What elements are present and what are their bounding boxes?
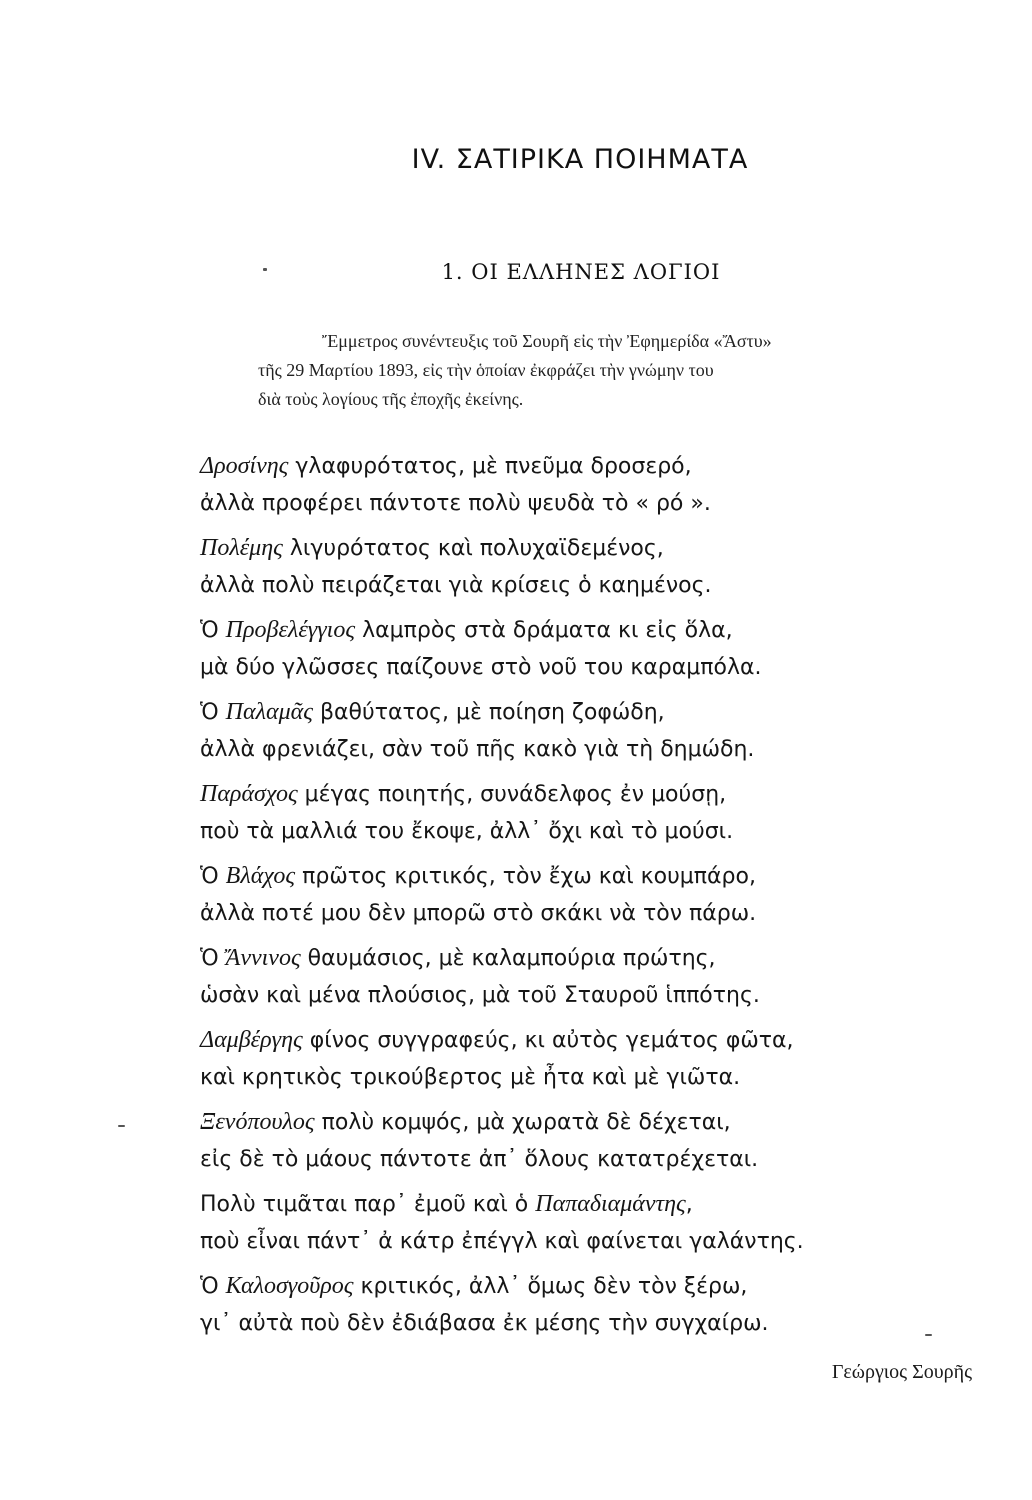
poet-name: Βλάχος	[225, 863, 296, 889]
verse-text: ,	[685, 1192, 693, 1217]
verse-line: ὡσὰν καὶ μένα πλούσιος, μὰ τοῦ Σταυροῦ ἱππότης.	[200, 983, 760, 1008]
verse-line	[200, 857, 980, 895]
verse-line	[200, 693, 980, 731]
stanza-6	[200, 857, 980, 933]
verse-line: καὶ κρητικὸς τρικούβερτος μὲ ἦτα καὶ μὲ γιῶτα.	[200, 1065, 741, 1090]
verse-line	[200, 611, 980, 649]
verse-text: θαυμάσιος, μὲ καλαμπούρια πρώτης,	[300, 946, 716, 971]
verse-line: ποὺ εἶναι πάντ᾽ ἀ κάτρ ἐπέγγλ καὶ φαίνεται γαλάντης.	[200, 1229, 804, 1254]
verse-line	[200, 1267, 980, 1305]
verse-line: ἀλλὰ ποτέ μου δὲν μπορῶ στὸ σκάκι νὰ τὸν πάρω.	[200, 901, 757, 926]
stanza-10	[200, 1185, 980, 1261]
stanza-4	[200, 693, 980, 769]
poet-name: Παπαδιαμάντης	[535, 1191, 686, 1217]
verse-line: εἰς δὲ τὸ μάους πάντοτε ἀπ᾽ ὅλους κατατρέχεται.	[200, 1147, 759, 1172]
verse-line	[200, 447, 980, 485]
verse-line: ἀλλὰ πολὺ πειράζεται γιὰ κρίσεις ὁ καημένος.	[200, 573, 712, 598]
verse-line: μὰ δύο γλῶσσες παίζουνε στὸ νοῦ του καραμπόλα.	[200, 655, 762, 680]
stanza-11	[200, 1267, 980, 1343]
verse-prefix: Ὁ	[200, 1274, 226, 1299]
verse-prefix: Ὁ	[200, 700, 226, 725]
stanza-2	[200, 529, 980, 605]
verse-text: γλαφυρότατος, μὲ πνεῦμα δροσερό,	[288, 454, 692, 479]
poet-name: Ξενόπουλος	[200, 1109, 315, 1135]
intro-line-2: τῆς 29 Μαρτίου 1893, εἰς τὴν ὁποίαν ἐκφράζει τὴν γνώμην του	[258, 360, 714, 380]
poet-name: Πολέμης	[200, 535, 283, 561]
poet-name: Παλαμᾶς	[225, 699, 313, 725]
poem-body	[200, 447, 980, 1343]
stanza-7	[200, 939, 980, 1015]
verse-line	[200, 529, 980, 567]
poet-name: Καλοσγοῦρος	[225, 1273, 354, 1299]
verse-line	[200, 939, 980, 977]
verse-prefix: Ὁ	[200, 618, 226, 643]
stanza-8	[200, 1021, 980, 1097]
verse-line	[200, 1185, 980, 1223]
verse-text: κριτικός, ἀλλ᾽ ὅμως δὲν τὸν ξέρω,	[353, 1274, 748, 1299]
verse-text: λιγυρότατος καὶ πολυχαϊδεμένος,	[282, 536, 664, 561]
verse-line	[200, 1021, 980, 1059]
verse-text: φίνος συγγραφεύς, κι αὐτὸς γεμάτος φῶτα,	[302, 1028, 794, 1053]
poet-name: Ἄννινος	[225, 945, 301, 971]
verse-text: λαμπρὸς στὰ δράματα κι εἰς ὅλα,	[355, 618, 733, 643]
poet-name: Δροσίνης	[200, 453, 289, 479]
verse-text: μέγας ποιητής, συνάδελφος ἐν μούσῃ,	[297, 782, 727, 807]
poet-name: Δαμβέργης	[200, 1027, 303, 1053]
verse-text: πρῶτος κριτικός, τὸν ἔχω καὶ κουμπάρο,	[295, 864, 756, 889]
section-title: 1. ΟΙ ΕΛΛΗΝΕΣ ΛΟΓΙΟΙ	[441, 260, 721, 284]
intro-line-3: διὰ τοὺς λογίους τῆς ἐποχῆς ἐκείνης.	[258, 389, 524, 409]
print-speck	[925, 1334, 932, 1336]
stanza-9	[200, 1103, 980, 1179]
verse-prefix: Πολὺ τιμᾶται παρ᾽ ἐμοῦ καὶ ὁ	[200, 1192, 536, 1217]
intro-line-1: Ἔμμετρος συνέντευξις τοῦ Σουρῆ εἰς τὴν Ἐφημερίδα «Ἄστυ»	[322, 331, 772, 351]
intro-note	[258, 327, 988, 414]
verse-prefix: Ὁ	[200, 946, 226, 971]
verse-text: βαθύτατος, μὲ ποίηση ζοφώδη,	[312, 700, 665, 725]
verse-line: γι᾽ αὐτὰ ποὺ δὲν ἐδιάβασα ἐκ μέσης τὴν συγχαίρω.	[200, 1311, 769, 1336]
verse-line: ποὺ τὰ μαλλιά του ἔκοψε, ἀλλ᾽ ὄχι καὶ τὸ μούσι.	[200, 819, 734, 844]
poet-name: Παράσχος	[200, 781, 298, 807]
poet-name: Προβελέγγιος	[225, 617, 356, 643]
verse-line	[200, 775, 980, 813]
verse-prefix: Ὁ	[200, 864, 226, 889]
verse-line: ἀλλὰ προφέρει πάντοτε πολὺ ψευδὰ τὸ « ρό ».	[200, 491, 711, 516]
verse-line	[200, 1103, 980, 1141]
stanza-1	[200, 447, 980, 523]
author-signature: Γεώργιος Σουρῆς	[831, 1361, 972, 1383]
print-speck	[263, 268, 267, 271]
verse-text: πολὺ κομψός, μὰ χωρατὰ δὲ δέχεται,	[314, 1110, 731, 1135]
stanza-3	[200, 611, 980, 687]
stanza-5	[200, 775, 980, 851]
print-speck	[118, 1125, 125, 1127]
chapter-title: IV. ΣΑΤΙΡΙΚΑ ΠΟΙΗΜΑΤΑ	[411, 144, 749, 175]
verse-line: ἀλλὰ φρενιάζει, σὰν τοῦ πῆς κακὸ γιὰ τὴ δημώδη.	[200, 737, 755, 762]
